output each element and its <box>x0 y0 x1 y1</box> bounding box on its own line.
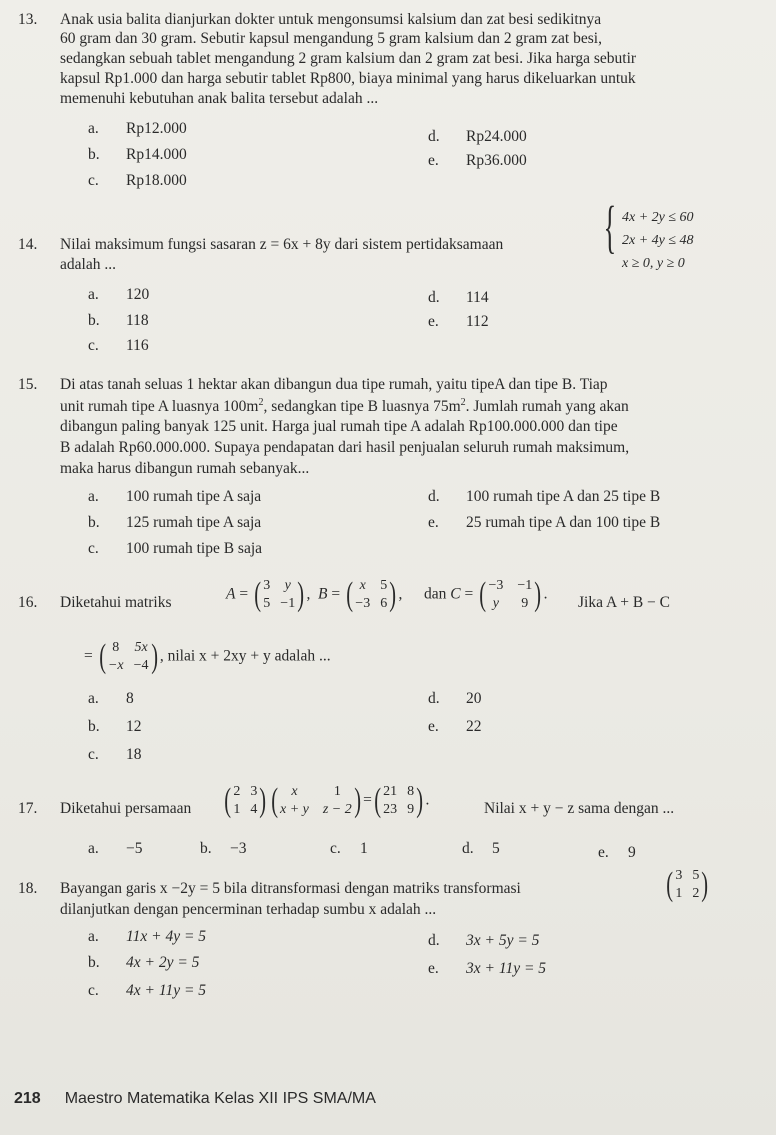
q15-option-d[interactable]: d. 100 rumah tipe A dan 25 tipe B <box>428 488 661 505</box>
system-brace: { <box>603 194 617 259</box>
q16-option-b[interactable]: b. 12 <box>88 718 142 735</box>
book-title: Maestro Matematika Kelas XII IPS SMA/MA <box>64 1090 376 1107</box>
q14-line-2: adalah ... <box>60 256 116 273</box>
q13-line-1: Anak usia balita dianjurkan dokter untuk mengonsumsi kalsium dan zat besi sedikitnya <box>60 11 602 28</box>
q15-line-1: Di atas tanah seluas 1 hektar akan dibangun dua tipe rumah, yaitu tipeA dan tipe B. Tiap <box>60 376 608 393</box>
q13-option-a[interactable]: a. Rp12.000 <box>88 120 187 137</box>
q15-number: 15. <box>18 376 38 393</box>
q15-line-2: unit rumah tipe A luasnya $100m^2$, sedangkan tipe B luasnya $75m^2$. Jumlah rumah yang akan <box>60 397 629 416</box>
q17-ask: Nilai x + y − z sama dengan ... <box>484 800 675 817</box>
q13-line-2: 60 gram dan 30 gram. Sebutir kapsul mengandung 5 gram kalsium dan 2 gram zat besi, <box>60 30 602 47</box>
q17-option-c[interactable]: c. 1 <box>330 840 368 857</box>
q17-option-e[interactable]: e. 9 <box>598 844 636 861</box>
q15-line-3: dibangun paling banyak 125 unit. Harga jual rumah tipe A adalah Rp100.000.000 dan tipe <box>60 418 618 435</box>
q13-number: 13. <box>18 11 38 28</box>
constraint-2: 2x + 4y ≤ 48 <box>622 233 694 248</box>
q15-option-c[interactable]: c. 100 rumah tipe B saja <box>88 540 263 557</box>
q16-number: 16. <box>18 594 38 611</box>
q13-option-d[interactable]: d. Rp24.000 <box>428 128 527 145</box>
transform-matrix: ( 3 5 1 2 ) <box>666 866 709 903</box>
q17-intro: Diketahui persamaan <box>60 800 192 817</box>
q14-option-c[interactable]: c. 116 <box>88 337 149 354</box>
matrix-a-grid: 3 y 5 −1 <box>263 578 296 611</box>
q16-intro: Diketahui matriks <box>60 594 172 611</box>
q18-option-d[interactable]: d. 3x + 5y = 5 <box>428 932 540 949</box>
q14-option-a[interactable]: a. 120 <box>88 286 150 303</box>
matrix-c: dan C = ( −3 −1 y 9 ) . <box>424 576 548 613</box>
matrix-b: B = ( x 5 −3 6 ) , <box>318 576 403 613</box>
q14-option-b[interactable]: b. 118 <box>88 312 149 329</box>
q18-option-e[interactable]: e. 3x + 11y = 5 <box>428 960 547 977</box>
q16-option-e[interactable]: e. 22 <box>428 718 482 735</box>
q16-option-a[interactable]: a. 8 <box>88 690 134 707</box>
page-number: 218 <box>14 1090 41 1107</box>
q18-option-b[interactable]: b. 4x + 2y = 5 <box>88 954 200 971</box>
constraint-1: 4x + 2y ≤ 60 <box>622 210 694 225</box>
constraint-3: x ≥ 0, y ≥ 0 <box>622 256 685 271</box>
q15-line-5: maka harus dibangun rumah sebanyak... <box>60 460 310 477</box>
q13-line-5: memenuhi kebutuhan anak balita tersebut adalah ... <box>60 90 379 107</box>
q18-line-2: dilanjutkan dengan pencerminan terhadap sumbu x adalah ... <box>60 901 437 918</box>
q18-option-c[interactable]: c. 4x + 11y = 5 <box>88 982 207 999</box>
q17-equation: ( 2 3 1 4 ) ( x 1 x + y z − 2 ) = ( 21 8 23 9 ) . <box>224 782 430 819</box>
q17-option-d[interactable]: d. 5 <box>462 840 500 857</box>
q14-number: 14. <box>18 236 38 253</box>
page-footer <box>14 1090 376 1108</box>
q13-line-3: sedangkan sebuah tablet mengandung 2 gram kalsium dan 2 gram zat besi. Jika harga sebutir <box>60 50 637 67</box>
q14-line-1: Nilai maksimum fungsi sasaran z = 6x + 8y dari sistem pertidaksamaan <box>60 236 504 253</box>
q14-option-e[interactable]: e. 112 <box>428 313 489 330</box>
q15-line-4: B adalah Rp60.000.000. Supaya pendapatan dari hasil penjualan seluruh rumah maksimum, <box>60 439 630 456</box>
q16-option-d[interactable]: d. 20 <box>428 690 482 707</box>
q18-option-a[interactable]: a. 11x + 4y = 5 <box>88 928 207 945</box>
q18-number: 18. <box>18 880 38 897</box>
q15-option-a[interactable]: a. 100 rumah tipe A saja <box>88 488 262 505</box>
q16-condition: Jika A + B − C <box>578 594 670 611</box>
q17-option-b[interactable]: b. −3 <box>200 840 247 857</box>
q17-option-a[interactable]: a. −5 <box>88 840 143 857</box>
q15-option-b[interactable]: b. 125 rumah tipe A saja <box>88 514 262 531</box>
q17-number: 17. <box>18 800 38 817</box>
q14-option-d[interactable]: d. 114 <box>428 289 489 306</box>
q13-option-b[interactable]: b. Rp14.000 <box>88 146 187 163</box>
q15-option-e[interactable]: e. 25 rumah tipe A dan 100 tipe B <box>428 514 661 531</box>
q16-option-c[interactable]: c. 18 <box>88 746 142 763</box>
q13-option-e[interactable]: e. Rp36.000 <box>428 152 527 169</box>
q13-line-4: kapsul Rp1.000 dan harga sebutir tablet Rp800, biaya minimal yang harus dikeluarkan untuk <box>60 70 636 87</box>
matrix-a: A = ( 3 y 5 −1 ) , <box>226 576 311 613</box>
q13-option-c[interactable]: c. Rp18.000 <box>88 172 187 189</box>
q18-line-1: Bayangan garis x −2y = 5 bila ditransformasi dengan matriks transformasi <box>60 880 521 897</box>
matrix-result: = ( 8 5x −x −4 ) , nilai x + 2xy + y adalah ... <box>84 638 331 675</box>
